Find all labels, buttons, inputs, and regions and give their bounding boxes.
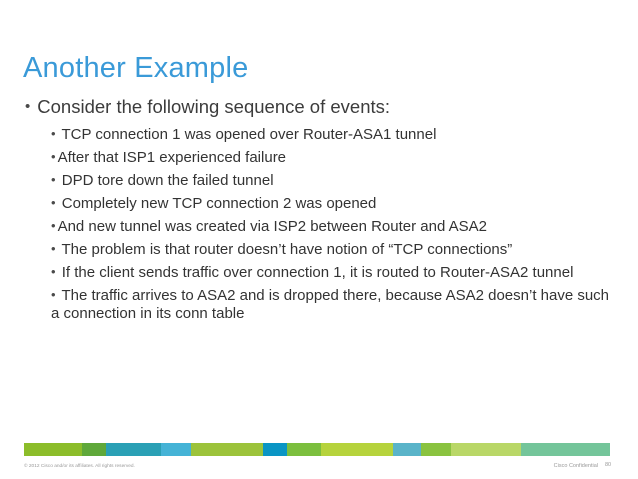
main-bullet-text: Consider the following sequence of events: xyxy=(37,96,391,117)
sub-bullet xyxy=(51,195,621,213)
page-number: 80 xyxy=(605,462,612,468)
strip-segment xyxy=(321,443,393,456)
strip-segment xyxy=(24,443,82,456)
bullet-dot-icon: • xyxy=(51,195,56,210)
sub-bullet xyxy=(51,264,621,282)
strip-segment xyxy=(161,443,191,456)
bullet-dot-icon: • xyxy=(51,218,56,233)
sub-bullet-text: DPD tore down the failed tunnel xyxy=(61,172,274,189)
sub-bullet-text: If the client sends traffic over connection 1, it is routed to Router-ASA2 tunnel xyxy=(61,264,574,281)
strip-segment xyxy=(263,443,287,456)
strip-segment xyxy=(421,443,451,456)
bullet-dot-icon: • xyxy=(51,126,56,141)
sub-bullet-list xyxy=(51,126,621,328)
bullet-dot-icon: • xyxy=(51,264,56,279)
sub-bullet xyxy=(51,126,621,144)
sub-bullet-text: The traffic arrives to ASA2 and is dropped there, because ASA2 doesn’t have such a connection in its conn table xyxy=(51,287,610,322)
strip-segment xyxy=(287,443,321,456)
sub-bullet xyxy=(51,241,621,259)
sub-bullet xyxy=(51,218,621,236)
bullet-dot-icon: • xyxy=(51,149,56,164)
footer-color-strip xyxy=(24,443,610,456)
sub-bullet-text: TCP connection 1 was opened over Router-ASA1 tunnel xyxy=(61,126,437,143)
sub-bullet-text: Completely new TCP connection 2 was opened xyxy=(61,195,377,212)
slide-title: Another Example xyxy=(23,52,249,84)
bullet-dot-icon: • xyxy=(51,172,56,187)
confidential-label: Cisco Confidential xyxy=(553,463,598,469)
strip-segment xyxy=(82,443,106,456)
strip-segment xyxy=(521,443,610,456)
sub-bullet xyxy=(51,287,621,323)
sub-bullet-text: After that ISP1 experienced failure xyxy=(57,149,287,166)
sub-bullet-text: And new tunnel was created via ISP2 between Router and ASA2 xyxy=(57,218,488,235)
strip-segment xyxy=(451,443,521,456)
sub-bullet xyxy=(51,172,621,190)
bullet-dot-icon: • xyxy=(51,241,56,256)
strip-segment xyxy=(393,443,421,456)
copyright-text: © 2012 Cisco and/or its affiliates. All rights reserved. xyxy=(24,464,135,469)
sub-bullet-text: The problem is that router doesn’t have notion of “TCP connections” xyxy=(61,241,513,258)
sub-bullet xyxy=(51,149,621,167)
strip-segment xyxy=(106,443,161,456)
bullet-dot-icon: • xyxy=(51,287,56,302)
bullet-dot-icon: • xyxy=(25,98,31,115)
main-bullet xyxy=(25,96,390,118)
strip-segment xyxy=(191,443,263,456)
